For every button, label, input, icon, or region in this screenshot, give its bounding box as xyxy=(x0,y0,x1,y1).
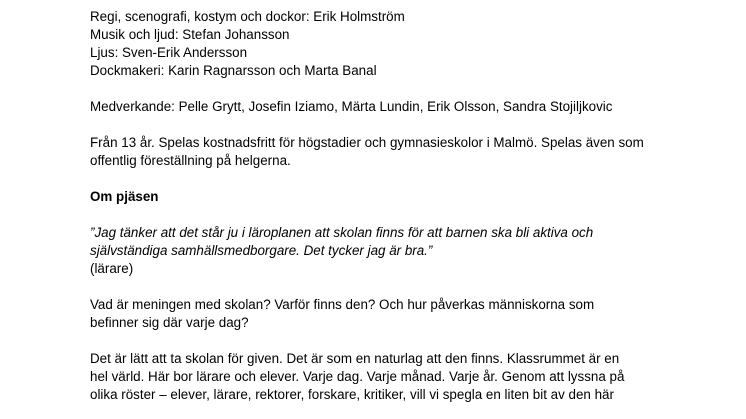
question-block xyxy=(90,296,730,332)
cast-block xyxy=(90,98,730,116)
body-paragraph xyxy=(90,350,730,404)
spacer xyxy=(90,170,730,188)
spacer xyxy=(90,80,730,98)
question-line: Vad är meningen med skolan? Varför finns den? Och hur påverkas människorna som xyxy=(90,297,595,312)
body-line: olika röster – elever, lärare, rektorer, forskare, kritiker, vill vi spegla en liten bit av den här xyxy=(90,387,614,402)
credits-block xyxy=(90,8,730,80)
quote-attribution: (lärare) xyxy=(90,261,134,276)
quote-line: självständiga samhällsmedborgare. Det tycker jag är bra.” xyxy=(90,243,433,258)
question-line: befinner sig där varje dag? xyxy=(90,315,249,330)
document-page xyxy=(90,8,730,404)
spacer xyxy=(90,332,730,350)
credit-line-director: Regi, scenografi, kostym och dockor: Erik Holmström xyxy=(90,9,405,24)
spacer xyxy=(90,278,730,296)
info-line: Från 13 år. Spelas kostnadsfritt för högstadier och gymnasieskolor i Malmö. Spelas även som xyxy=(90,135,644,150)
cast-line: Medverkande: Pelle Grytt, Josefin Iziamo, Märta Lundin, Erik Olsson, Sandra Stojiljkovic xyxy=(90,99,613,114)
section-heading-block xyxy=(90,188,730,206)
body-line: Det är lätt att ta skolan för given. Det är som en naturlag att den finns. Klassrummet är en xyxy=(90,351,620,366)
quote-line: ”Jag tänker att det står ju i läroplanen att skolan finns för att barnen ska bli aktiva och xyxy=(90,225,594,240)
quote-block xyxy=(90,224,730,278)
info-line: offentlig föreställning på helgerna. xyxy=(90,153,291,168)
body-line: hel värld. Här bor lärare och elever. Varje dag. Varje månad. Varje år. Genom att lyssna på xyxy=(90,369,625,384)
spacer xyxy=(90,116,730,134)
spacer xyxy=(90,206,730,224)
info-block xyxy=(90,134,730,170)
credit-line-puppets: Dockmakeri: Karin Ragnarsson och Marta Banal xyxy=(90,63,377,78)
section-heading: Om pjäsen xyxy=(90,189,159,204)
credit-line-music: Musik och ljud: Stefan Johansson xyxy=(90,27,290,42)
credit-line-lighting: Ljus: Sven-Erik Andersson xyxy=(90,45,248,60)
